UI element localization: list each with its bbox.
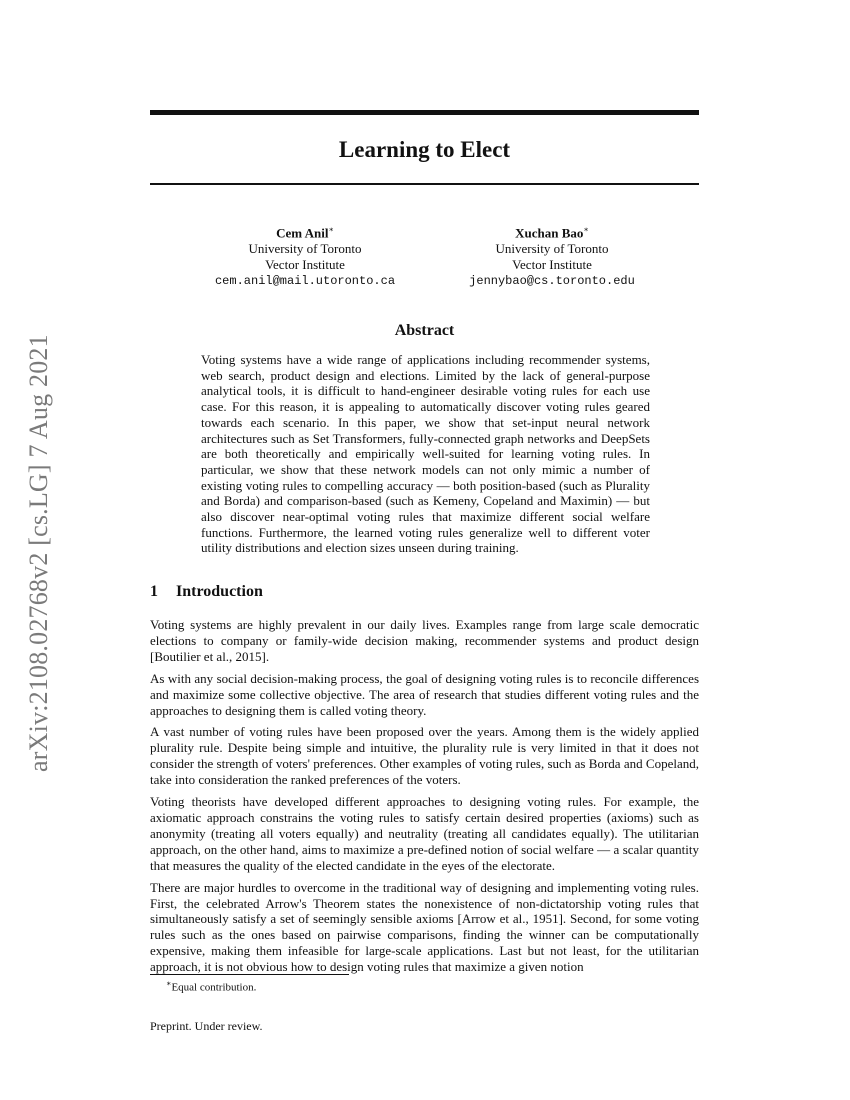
author-name: Cem Anil bbox=[276, 225, 329, 241]
arxiv-identifier: arXiv:2108.02768v2 [cs.LG] 7 Aug 2021 bbox=[24, 334, 53, 772]
author-affiliation: University of Toronto bbox=[248, 241, 362, 257]
abstract-heading: Abstract bbox=[394, 322, 455, 339]
paper-title: Learning to Elect bbox=[338, 137, 511, 162]
equal-contribution-mark: ∗ bbox=[328, 225, 334, 234]
paragraph: As with any social decision-making process, the goal of designing voting rules is to reconcile differences and maximize some collective objective. The area of research that studies different voting rules and the approaches to designing them is called voting theory. bbox=[150, 670, 699, 718]
title-rule-top bbox=[150, 110, 699, 115]
author-affiliation: Vector Institute bbox=[265, 257, 345, 273]
author-name: Xuchan Bao bbox=[515, 225, 584, 241]
footnote bbox=[166, 977, 256, 995]
author-affiliation: University of Toronto bbox=[495, 241, 609, 257]
footnote-text: Equal contribution. bbox=[171, 981, 257, 994]
footnote-mark: ∗ bbox=[166, 979, 172, 988]
title-rule-bottom bbox=[150, 183, 699, 185]
equal-contribution-mark: ∗ bbox=[583, 225, 589, 234]
section-title: Introduction bbox=[176, 583, 263, 600]
author-block bbox=[175, 222, 435, 289]
paragraph: Voting systems are highly prevalent in our daily lives. Examples range from large scale democratic elections to company or family-wide decision making, recommender systems and product design [Boutilier et al., 2015]. bbox=[150, 617, 699, 664]
paragraph: Voting theorists have developed different approaches to designing voting rules. For example, the axiomatic approach constrains the voting rules to satisfy certain desired properties (axioms) such as anonymity (treating all voters equally) and neutrality (treating all candidates equally). The utilitarian approach, on the other hand, aims to maximize a pre-defined notion of social welfare — a scalar quantity that measures the quality of the elected candidate in the eyes of the electorate. bbox=[150, 794, 699, 873]
author-block bbox=[422, 222, 682, 289]
author-affiliation: Vector Institute bbox=[512, 257, 592, 273]
preprint-notice: Preprint. Under review. bbox=[150, 1019, 263, 1033]
author-email[interactable]: jennybao@cs.toronto.edu bbox=[469, 274, 635, 289]
paragraph: There are major hurdles to overcome in the traditional way of designing and implementing voting rules. First, the celebrated Arrow's Theorem states the nonexistence of non-dictatorship voting rules that simultaneously satisfy a set of seemingly sensible axioms [Arrow et al., 1951]. Second, for some voting rules such as the ones based on pairwise comparisons, finding the winner can be computationally expensive, making them infeasible for large-scale applications. Last but not least, for the utilitarian approach, it is not obvious how to design voting rules that maximize a given notion bbox=[150, 879, 699, 975]
abstract-text: Voting systems have a wide range of applications including recommender systems, web search, product design and elections. Limited by the lack of general-purpose analytical tools, it is difficult to hand-engineer desirable voting rules for each use case. For this reason, it is appealing to automatically discover voting rules geared towards each scenario. In this paper, we show that set-input neural network architectures such as Set Transformers, fully-connected graph networks and DeepSets are both theoretically and empirically well-suited for learning voting rules. In particular, we show that these network models can not only mimic a number of existing voting rules to compelling accuracy — both position-based (such as Plurality and Borda) and comparison-based (such as Kemeny, Copeland and Maximin) — but also discover near-optimal voting rules that maximize different social welfare functions. Furthermore, the learned voting rules generalize well to different voter utility distributions and election sizes unseen during training. bbox=[201, 352, 650, 556]
introduction-body bbox=[150, 617, 699, 981]
footnote-rule bbox=[150, 974, 349, 975]
author-email[interactable]: cem.anil@mail.utoronto.ca bbox=[214, 274, 396, 289]
section-number: 1 bbox=[150, 583, 158, 600]
section-heading-introduction bbox=[150, 583, 263, 601]
paragraph: A vast number of voting rules have been proposed over the years. Among them is the widely applied plurality rule. Despite being simple and intuitive, the plurality rule is very limited in that it does not consider the strength of voters' preferences. Other examples of voting rules, such as Borda and Copeland, take into consideration the ranked preferences of the voters. bbox=[150, 724, 699, 788]
